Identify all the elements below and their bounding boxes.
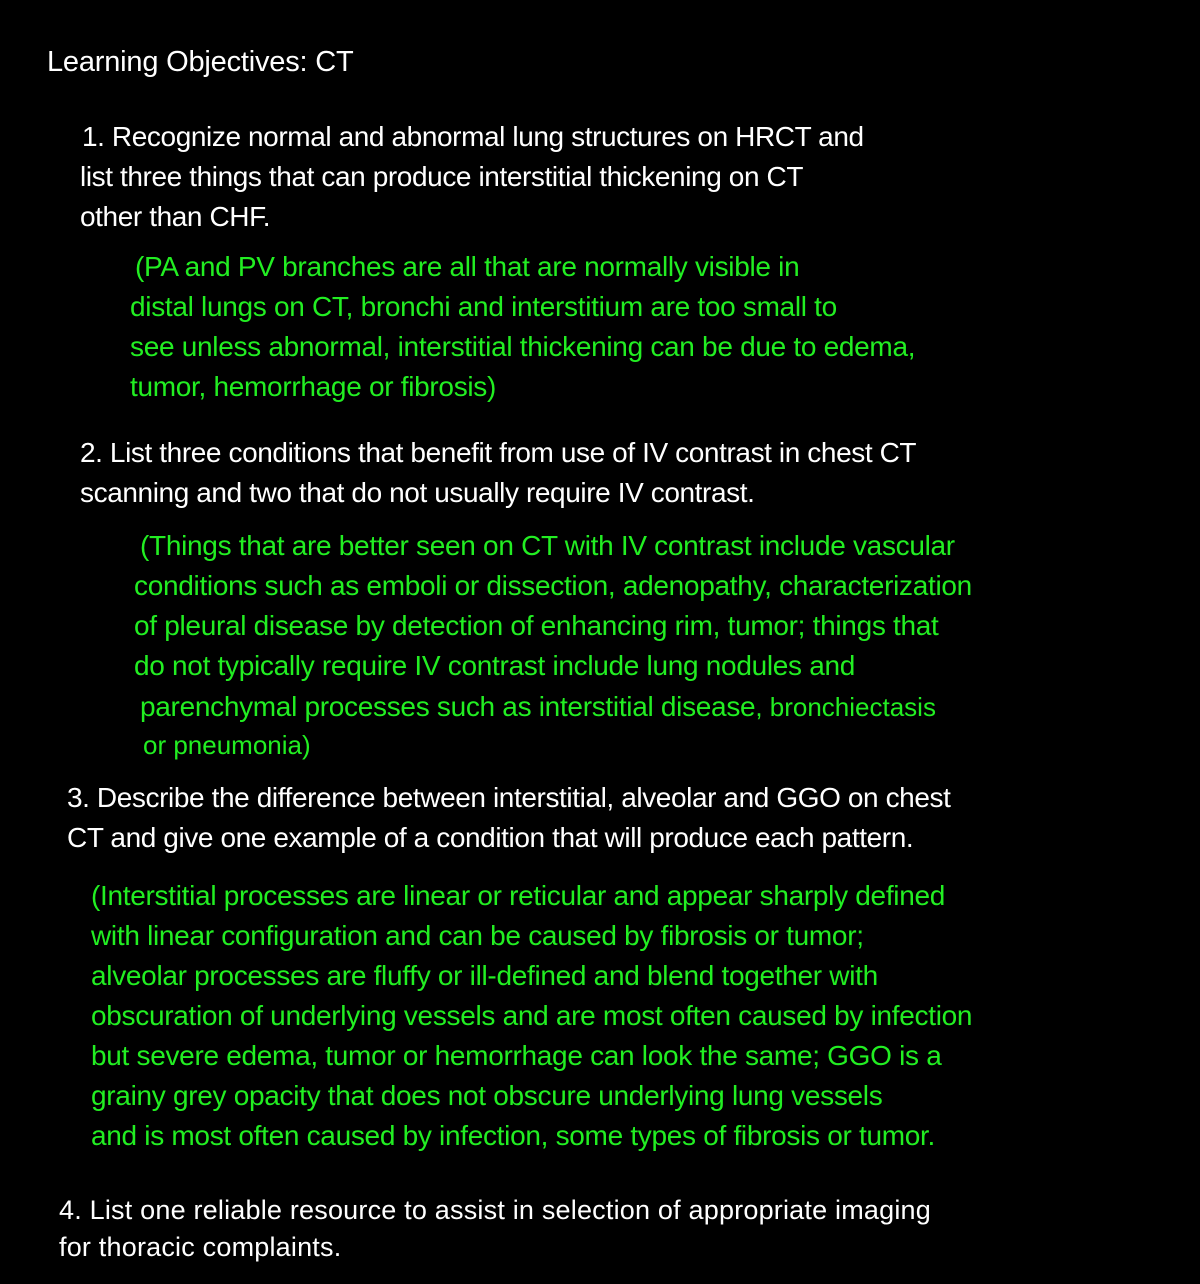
question-line: scanning and two that do not usually require IV contrast. [80,477,755,508]
answer-line: distal lungs on CT, bronchi and interstitium are too small to [130,291,837,322]
answer-line: conditions such as emboli or dissection, adenopathy, characterization [134,570,972,601]
answer-line: with linear configuration and can be caused by fibrosis or tumor; [91,920,864,951]
answer-line: (Interstitial processes are linear or reticular and appear sharply defined [91,880,946,911]
answer-line: (PA and PV branches are all that are normally visible in [135,251,800,282]
answer-fragment: , bronchiectasis [755,692,936,722]
answer-line: of pleural disease by detection of enhancing rim, tumor; things that [134,610,939,641]
answer-line: or pneumonia) [143,730,311,760]
answer-line: do not typically require IV contrast include lung nodules and [134,650,856,681]
question-line: 2. List three conditions that benefit from use of IV contrast in chest CT [80,437,917,468]
answer-line: (Things that are better seen on CT with IV contrast include vascular [140,530,955,561]
question-line: 4. List one reliable resource to assist in selection of appropriate imaging [59,1195,931,1225]
answer-line: obscuration of underlying vessels and are most often caused by infection [91,1000,973,1031]
answer-line: see unless abnormal, interstitial thickening can be due to edema, [130,331,916,362]
answer-line: but severe edema, tumor or hemorrhage can look the same; GGO is a [91,1040,942,1071]
question-line: for thoracic complaints. [59,1232,342,1262]
question-line: list three things that can produce interstitial thickening on CT [80,161,804,192]
slide-title: Learning Objectives: CT [47,46,354,78]
question-line: CT and give one example of a condition that will produce each pattern. [67,822,914,853]
answer-line: tumor, hemorrhage or fibrosis) [130,371,497,402]
answer-line: and is most often caused by infection, some types of fibrosis or tumor. [91,1120,936,1151]
answer-line: grainy grey opacity that does not obscure underlying lung vessels [91,1080,883,1111]
answer-fragment: parenchymal processes such as interstitial disease [140,691,756,722]
question-line: other than CHF. [80,201,271,232]
answer-line: alveolar processes are fluffy or ill-defined and blend together with [91,960,878,991]
question-line: 3. Describe the difference between interstitial, alveolar and GGO on chest [67,782,951,813]
question-line: 1. Recognize normal and abnormal lung structures on HRCT and [82,121,864,152]
